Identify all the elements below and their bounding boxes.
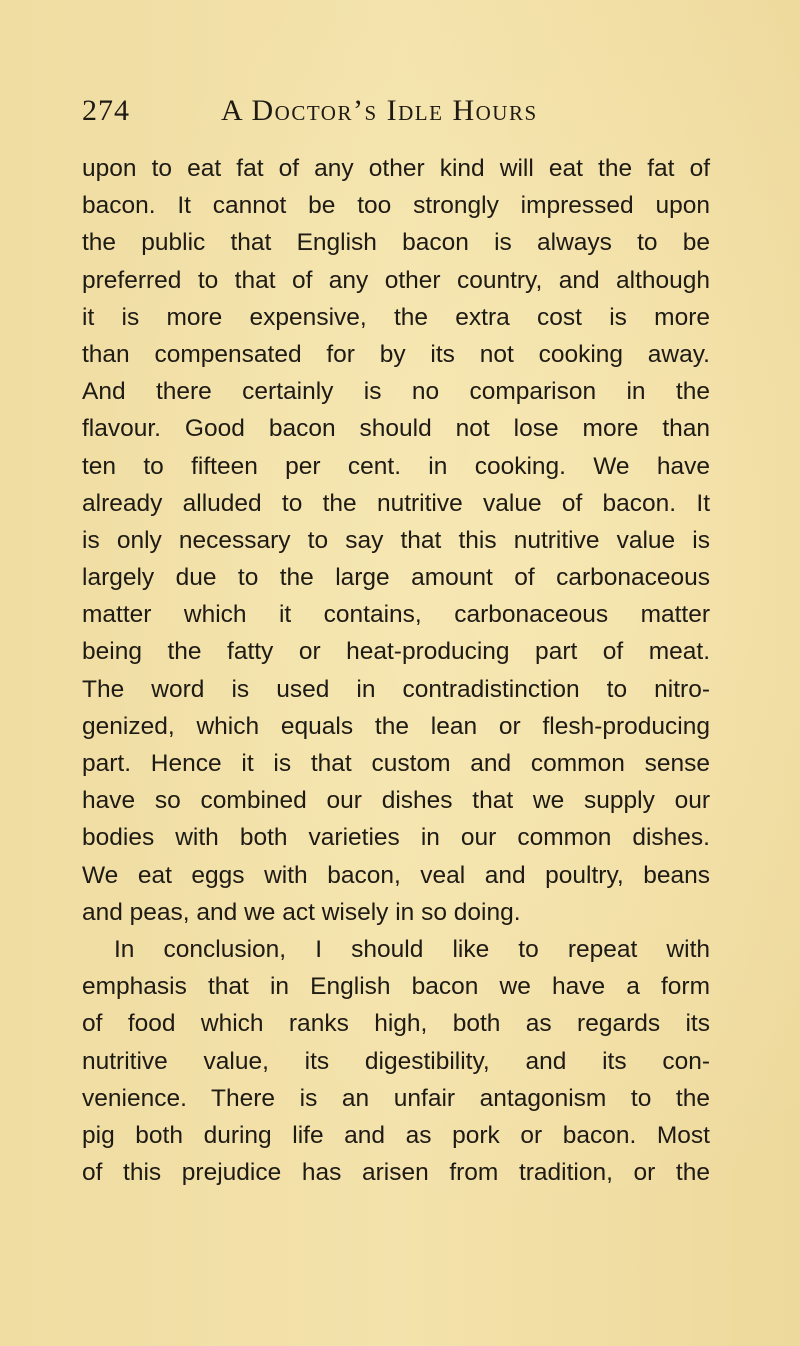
text-line: it is more expensive, the extra cost is more xyxy=(82,303,710,331)
text-line: The word is used in contradistinction to nitro- xyxy=(82,675,710,703)
body-text xyxy=(82,150,710,1191)
text-line: nutritive value, its digestibility, and its con- xyxy=(82,1047,710,1075)
text-line: of this prejudice has arisen from tradition, or the xyxy=(82,1159,710,1187)
text-line: being the fatty or heat-producing part of meat. xyxy=(82,638,710,666)
running-head xyxy=(82,91,722,131)
text-line: ten to fifteen per cent. in cooking. We have xyxy=(82,452,710,480)
text-line: of food which ranks high, both as regards its xyxy=(82,1010,710,1038)
text-line: flavour. Good bacon should not lose more than xyxy=(82,415,710,443)
text-line: bacon. It cannot be too strongly impressed upon xyxy=(82,192,710,220)
text-line: And there certainly is no comparison in the xyxy=(82,378,710,406)
text-line: pig both during life and as pork or bacon. Most xyxy=(82,1121,710,1149)
text-line: already alluded to the nutritive value of bacon. It xyxy=(82,489,710,517)
text-line: preferred to that of any other country, and although xyxy=(82,266,710,294)
text-line: genized, which equals the lean or flesh-producing xyxy=(82,712,710,740)
text-line: bodies with both varieties in our common dishes. xyxy=(82,824,710,852)
page-number: 274 xyxy=(82,94,130,127)
book-title: A Doctor’s Idle Hours xyxy=(221,94,538,127)
text-line: We eat eggs with bacon, veal and poultry, beans xyxy=(82,861,710,889)
text-line: part. Hence it is that custom and common sense xyxy=(82,750,710,777)
text-line: upon to eat fat of any other kind will eat the fat of xyxy=(82,155,710,182)
text-line: largely due to the large amount of carbonaceous xyxy=(82,564,710,592)
text-line: the public that English bacon is always to be xyxy=(82,229,710,257)
text-line: venience. There is an unfair antagonism to the xyxy=(82,1084,710,1112)
text-line: In conclusion, I should like to repeat with xyxy=(114,935,710,963)
text-line: matter which it contains, carbonaceous matter xyxy=(82,601,710,629)
text-line: have so combined our dishes that we supply our xyxy=(82,787,710,815)
text-line: emphasis that in English bacon we have a form xyxy=(82,973,710,1001)
text-line: and peas, and we act wisely in so doing. xyxy=(82,898,521,926)
text-line: than compensated for by its not cooking away. xyxy=(82,340,710,368)
text-line: is only necessary to say that this nutritive value is xyxy=(82,526,710,554)
